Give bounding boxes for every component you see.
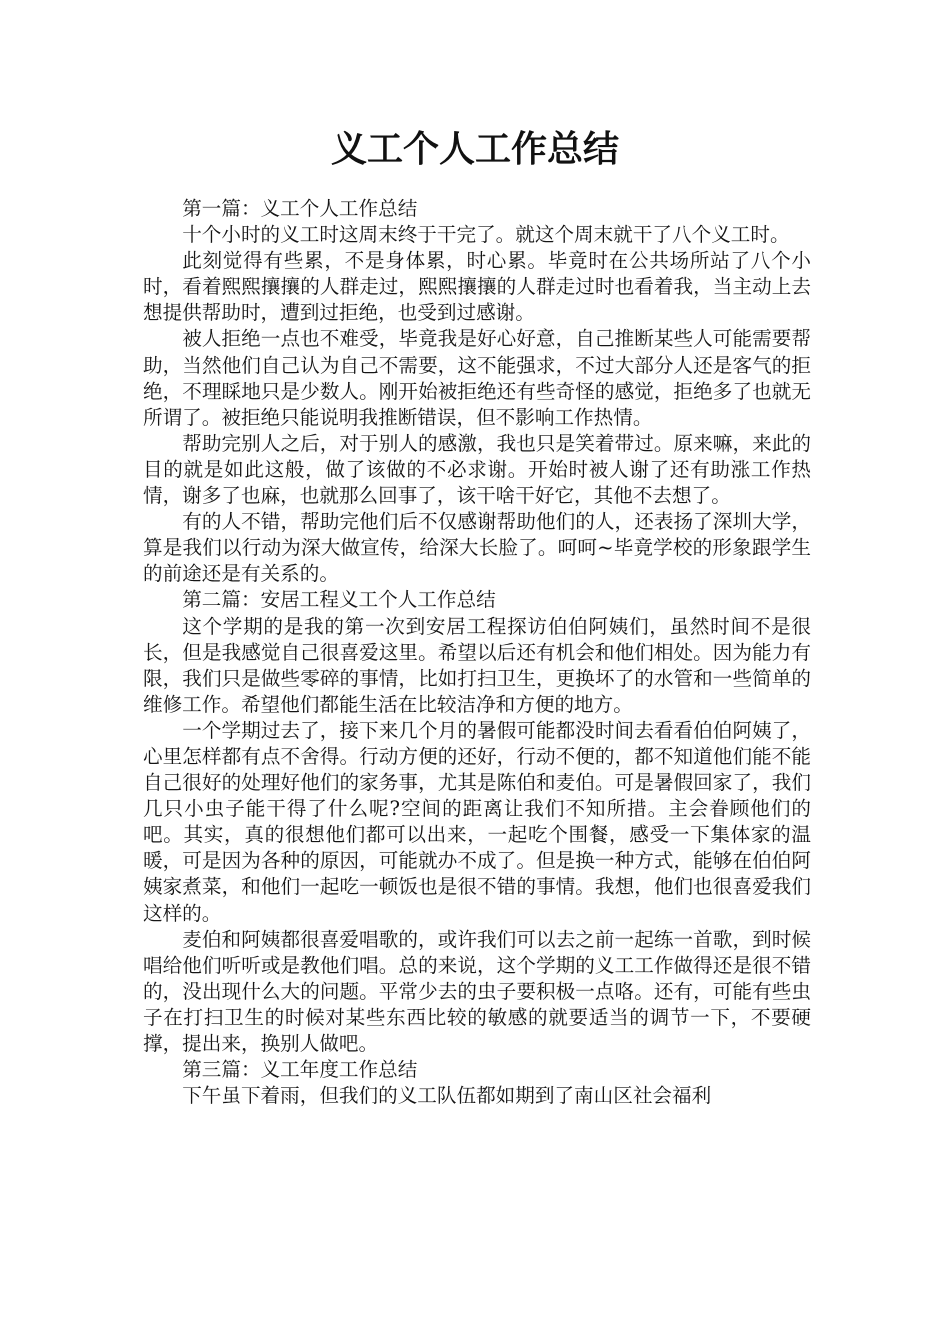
paragraph: 此刻觉得有些累，不是身体累，时心累。毕竟时在公共场所站了八个小时，看着熙熙攘攘的人群走过，熙熙攘攘的人群走过时也看着我，当主动上去想提供帮助时，遭到过拒绝，也受到过感谢。 — [143, 249, 811, 325]
paragraph: 十个小时的义工时这周末终于干完了。就这个周末就干了八个义工时。 — [182, 223, 790, 247]
paragraph: 有的人不错，帮助完他们后不仅感谢帮助他们的人，还表扬了深圳大学，算是我们以行动为深大做宣传，给深大长脸了。呵呵~毕竟学校的形象跟学生的前途还是有关系的。 — [143, 510, 811, 586]
paragraph: 被人拒绝一点也不难受，毕竟我是好心好意，自己推断某些人可能需要帮助，当然他们自己认为自己不需要，这不能强求，不过大部分人还是客气的拒绝，不理睬地只是少数人。刚开始被拒绝还有些奇怪的感觉，拒绝多了也就无所谓了。被拒绝只能说明我推断错误，但不影响工作热情。 — [143, 327, 811, 429]
paragraph: 下午虽下着雨，但我们的义工队伍都如期到了南山区社会福利 — [182, 1084, 712, 1108]
section-heading-2: 第二篇：安居工程义工个人工作总结 — [182, 588, 496, 612]
paragraph: 帮助完别人之后，对于别人的感激，我也只是笑着带过。原来嘛，来此的目的就是如此这般，做了该做的不必求谢。开始时被人谢了还有助涨工作热情，谢多了也麻，也就那么回事了，该干啥干好它，其他不去想了。 — [143, 431, 811, 508]
document-title: 义工个人工作总结 — [330, 129, 619, 170]
paragraph: 麦伯和阿姨都很喜爱唱歌的，或许我们可以去之前一起练一首歌，到时候唱给他们听听或是教他们唱。总的来说，这个学期的义工工作做得还是很不错的，没出现什么大的问题。平常少去的虫子要积极一点咯。还有，可能有些虫子在打扫卫生的时候对某些东西比较的敏感的就要适当的调节一下，不要硬撑，提出来，换别人做吧。 — [143, 927, 811, 1055]
section-heading-3: 第三篇：义工年度工作总结 — [182, 1058, 418, 1082]
paragraph: 一个学期过去了，接下来几个月的暑假可能都没时间去看看伯伯阿姨了，心里怎样都有点不舍得。行动方便的还好，行动不便的，都不知道他们能不能自己很好的处理好他们的家务事，尤其是陈伯和麦伯。可是暑假回家了，我们几只小虫子能干得了什么呢?空间的距离让我们不知所措。主会眷顾他们的吧。其实，真的很想他们都可以出来，一起吃个围餐，感受一下集体家的温暖，可是因为各种的原因，可能就办不成了。但是换一种方式，能够在伯伯阿姨家煮菜，和他们一起吃一顿饭也是很不错的事情。我想，他们也很喜爱我们这样的。 — [143, 718, 811, 925]
section-heading-1: 第一篇：义工个人工作总结 — [182, 197, 418, 220]
document-body — [143, 196, 811, 1109]
paragraph: 这个学期的是我的第一次到安居工程探访伯伯阿姨们，虽然时间不是很长，但是我感觉自己很喜爱这里。希望以后还有机会和他们相处。因为能力有限，我们只是做些零碎的事情，比如打扫卫生，更换坏了的水管和一些简单的维修工作。希望他们都能生活在比较洁净和方便的地方。 — [143, 614, 811, 716]
